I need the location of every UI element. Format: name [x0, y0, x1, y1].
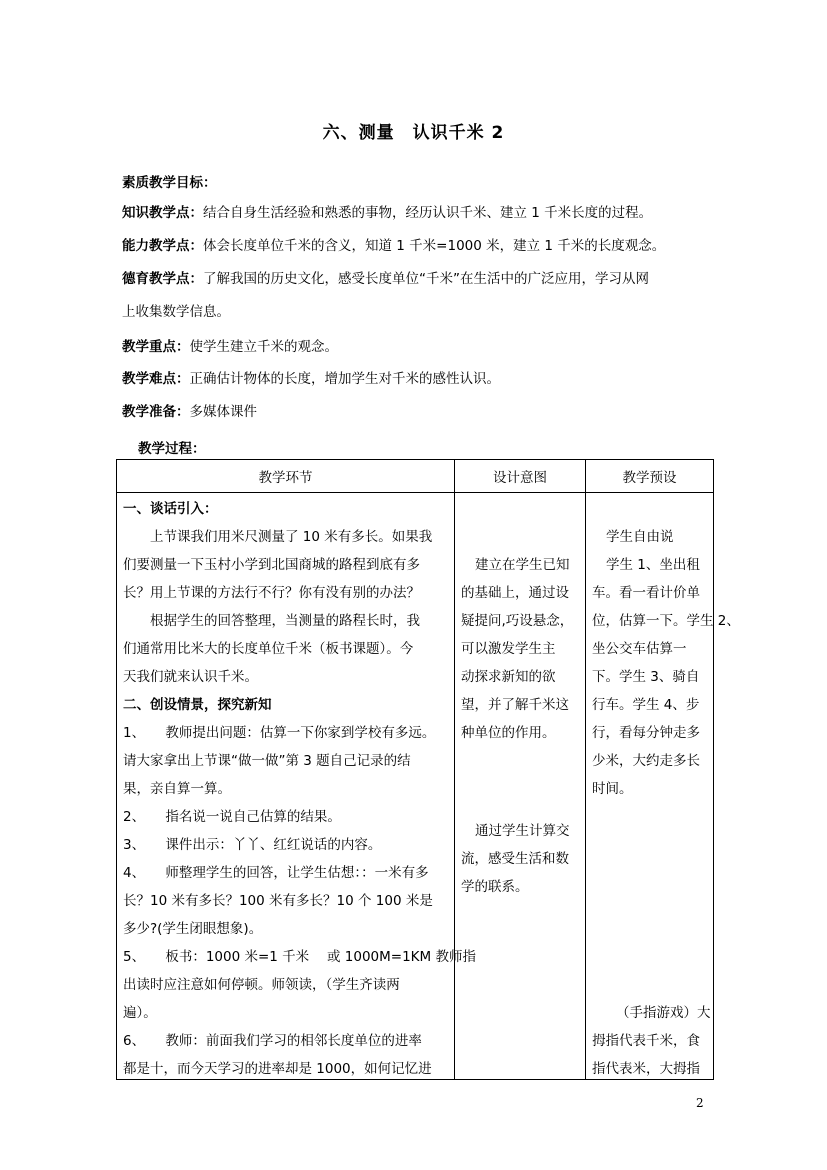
difficulty-label: 教学难点： — [122, 371, 190, 387]
goal-label: 知识教学点： — [122, 205, 203, 221]
table-cell-line: 多少?(学生闭眼想象)。 — [123, 921, 263, 937]
table-cell-line: 学的联系。 — [461, 879, 529, 895]
table-cell-line: 2、 指名说一说自己估算的结果。 — [123, 809, 341, 825]
goal-text: 了解我国的历史文化，感受长度单位“千米”在生活中的广泛应用，学习从网 — [203, 271, 649, 287]
table-cell-line: 3、 课件出示：丫丫、红红说话的内容。 — [123, 837, 382, 853]
page-number: 2 — [696, 1096, 704, 1110]
table-cell-line: 下。学生 3、骑自 — [592, 669, 700, 685]
table-header-row — [117, 460, 714, 493]
table-cell-line: 位，估算一下。学生 2、 — [592, 613, 740, 629]
table-cell-line: 遍）。 — [123, 1005, 157, 1021]
teaching-steps-cell — [117, 493, 476, 1080]
table-cell-line: 拇指代表千米，食 — [592, 1033, 700, 1049]
table-cell-line: 们要测量一下玉村小学到北国商城的路程到底有多 — [123, 557, 420, 573]
table-cell-line: 时间。 — [592, 781, 633, 797]
table-cell-line: 学生 1、坐出租 — [606, 557, 700, 573]
column-header: 教学环节 — [117, 460, 455, 493]
table-cell-line: 出读时应注意如何停顿。师领读，（学生齐读两 — [123, 977, 400, 993]
design-intent-cell — [455, 493, 586, 1080]
preparation-text: 多媒体课件 — [189, 404, 257, 420]
teaching-preset-cell — [586, 493, 740, 1080]
table-cell-line: 请大家拿出上节课“做一做”第 3 题自己记录的结 — [123, 753, 411, 769]
table-cell-line: 1、 教师提出问题：估算一下你家到学校有多远。 — [123, 725, 436, 741]
table-cell-line: 果，亲自算一算。 — [123, 781, 231, 797]
key-point-text: 使学生建立千米的观念。 — [189, 339, 338, 355]
key-point — [122, 338, 338, 356]
goal-text: 结合自身生活经验和熟悉的事物，经历认识千米、建立 1 千米长度的过程。 — [203, 205, 653, 221]
goal-knowledge — [122, 204, 652, 222]
goal-ability — [122, 237, 665, 255]
table-cell-line: 5、 板书：1000 米=1 千米 或 1000M=1KM 教师指 — [123, 949, 476, 965]
key-point-label: 教学重点： — [122, 339, 190, 355]
goal-label: 能力教学点： — [122, 238, 203, 254]
table-cell-line: 6、 教师：前面我们学习的相邻长度单位的进率 — [123, 1033, 422, 1049]
goal-text: 体会长度单位千米的含义，知道 1 千米=1000 米，建立 1 千米的长度观念。 — [203, 238, 666, 254]
table-cell-line: 流，感受生活和数 — [461, 851, 569, 867]
table-cell-line: 可以激发学生主 — [461, 641, 556, 657]
goal-continuation: 上收集数学信息。 — [122, 304, 230, 320]
table-cell-line: 动探求新知的欲 — [461, 669, 556, 685]
table-cell-line: 行车。学生 4、步 — [592, 697, 700, 713]
table-cell-line: 天我们就来认识千米。 — [123, 669, 258, 685]
table-cell-line: 车。看一看计价单 — [592, 585, 700, 601]
process-heading: 教学过程： — [138, 441, 206, 457]
goal-label: 德育教学点： — [122, 271, 203, 287]
table-cell-line: 都是十，而今天学习的进率却是 1000，如何记忆进 — [123, 1061, 432, 1077]
table-cell-line: 学生自由说 — [606, 529, 674, 545]
table-cell-line: 行，看每分钟走多 — [592, 725, 700, 741]
table-cell-line: 的基础上，通过设 — [461, 585, 569, 601]
table-cell-line: （手指游戏）大 — [616, 1005, 711, 1021]
table-cell-line: 坐公交车估算一 — [592, 641, 687, 657]
table-cell-line: 长？10 米有多长？100 米有多长？10 个 100 米是 — [123, 893, 433, 909]
table-cell-line: 上节课我们用米尺测量了 10 米有多长。如果我 — [150, 529, 433, 545]
column-header: 教学预设 — [586, 460, 714, 493]
table-cell-line: 根据学生的回答整理，当测量的路程长时，我 — [150, 613, 420, 629]
table-cell-line: 二、创设情景，探究新知 — [123, 697, 272, 713]
table-cell-line: 一、谈话引入： — [123, 501, 218, 517]
table-cell-line: 4、 师整理学生的回答，让学生估想：：一米有多 — [123, 865, 429, 881]
goal-moral — [122, 270, 649, 288]
page-title: 六、测量 认识千米 2 — [322, 123, 505, 143]
table-row — [117, 493, 714, 1080]
preparation-label: 教学准备： — [122, 404, 190, 420]
goals-heading: 素质教学目标： — [122, 175, 217, 191]
table-cell-line: 指代表米，大拇指 — [592, 1061, 700, 1077]
difficulty-text: 正确估计物体的长度，增加学生对千米的感性认识。 — [189, 371, 500, 387]
table-cell-line: 通过学生计算交 — [475, 823, 570, 839]
difficulty — [122, 370, 500, 388]
preparation — [122, 403, 257, 421]
table-cell-line: 们通常用比米大的长度单位千米（板书课题）。今 — [123, 641, 414, 657]
table-cell-line: 疑提问,巧设悬念， — [461, 613, 574, 629]
column-header: 设计意图 — [455, 460, 586, 493]
table-cell-line: 望，并了解千米这 — [461, 697, 569, 713]
table-cell-line: 种单位的作用。 — [461, 725, 556, 741]
table-cell-line: 建立在学生已知 — [475, 557, 570, 573]
lesson-plan-table — [116, 459, 740, 1080]
table-cell-line: 长？用上节课的方法行不行？你有没有别的办法？ — [123, 585, 420, 601]
table-cell-line: 少米，大约走多长 — [592, 753, 700, 769]
